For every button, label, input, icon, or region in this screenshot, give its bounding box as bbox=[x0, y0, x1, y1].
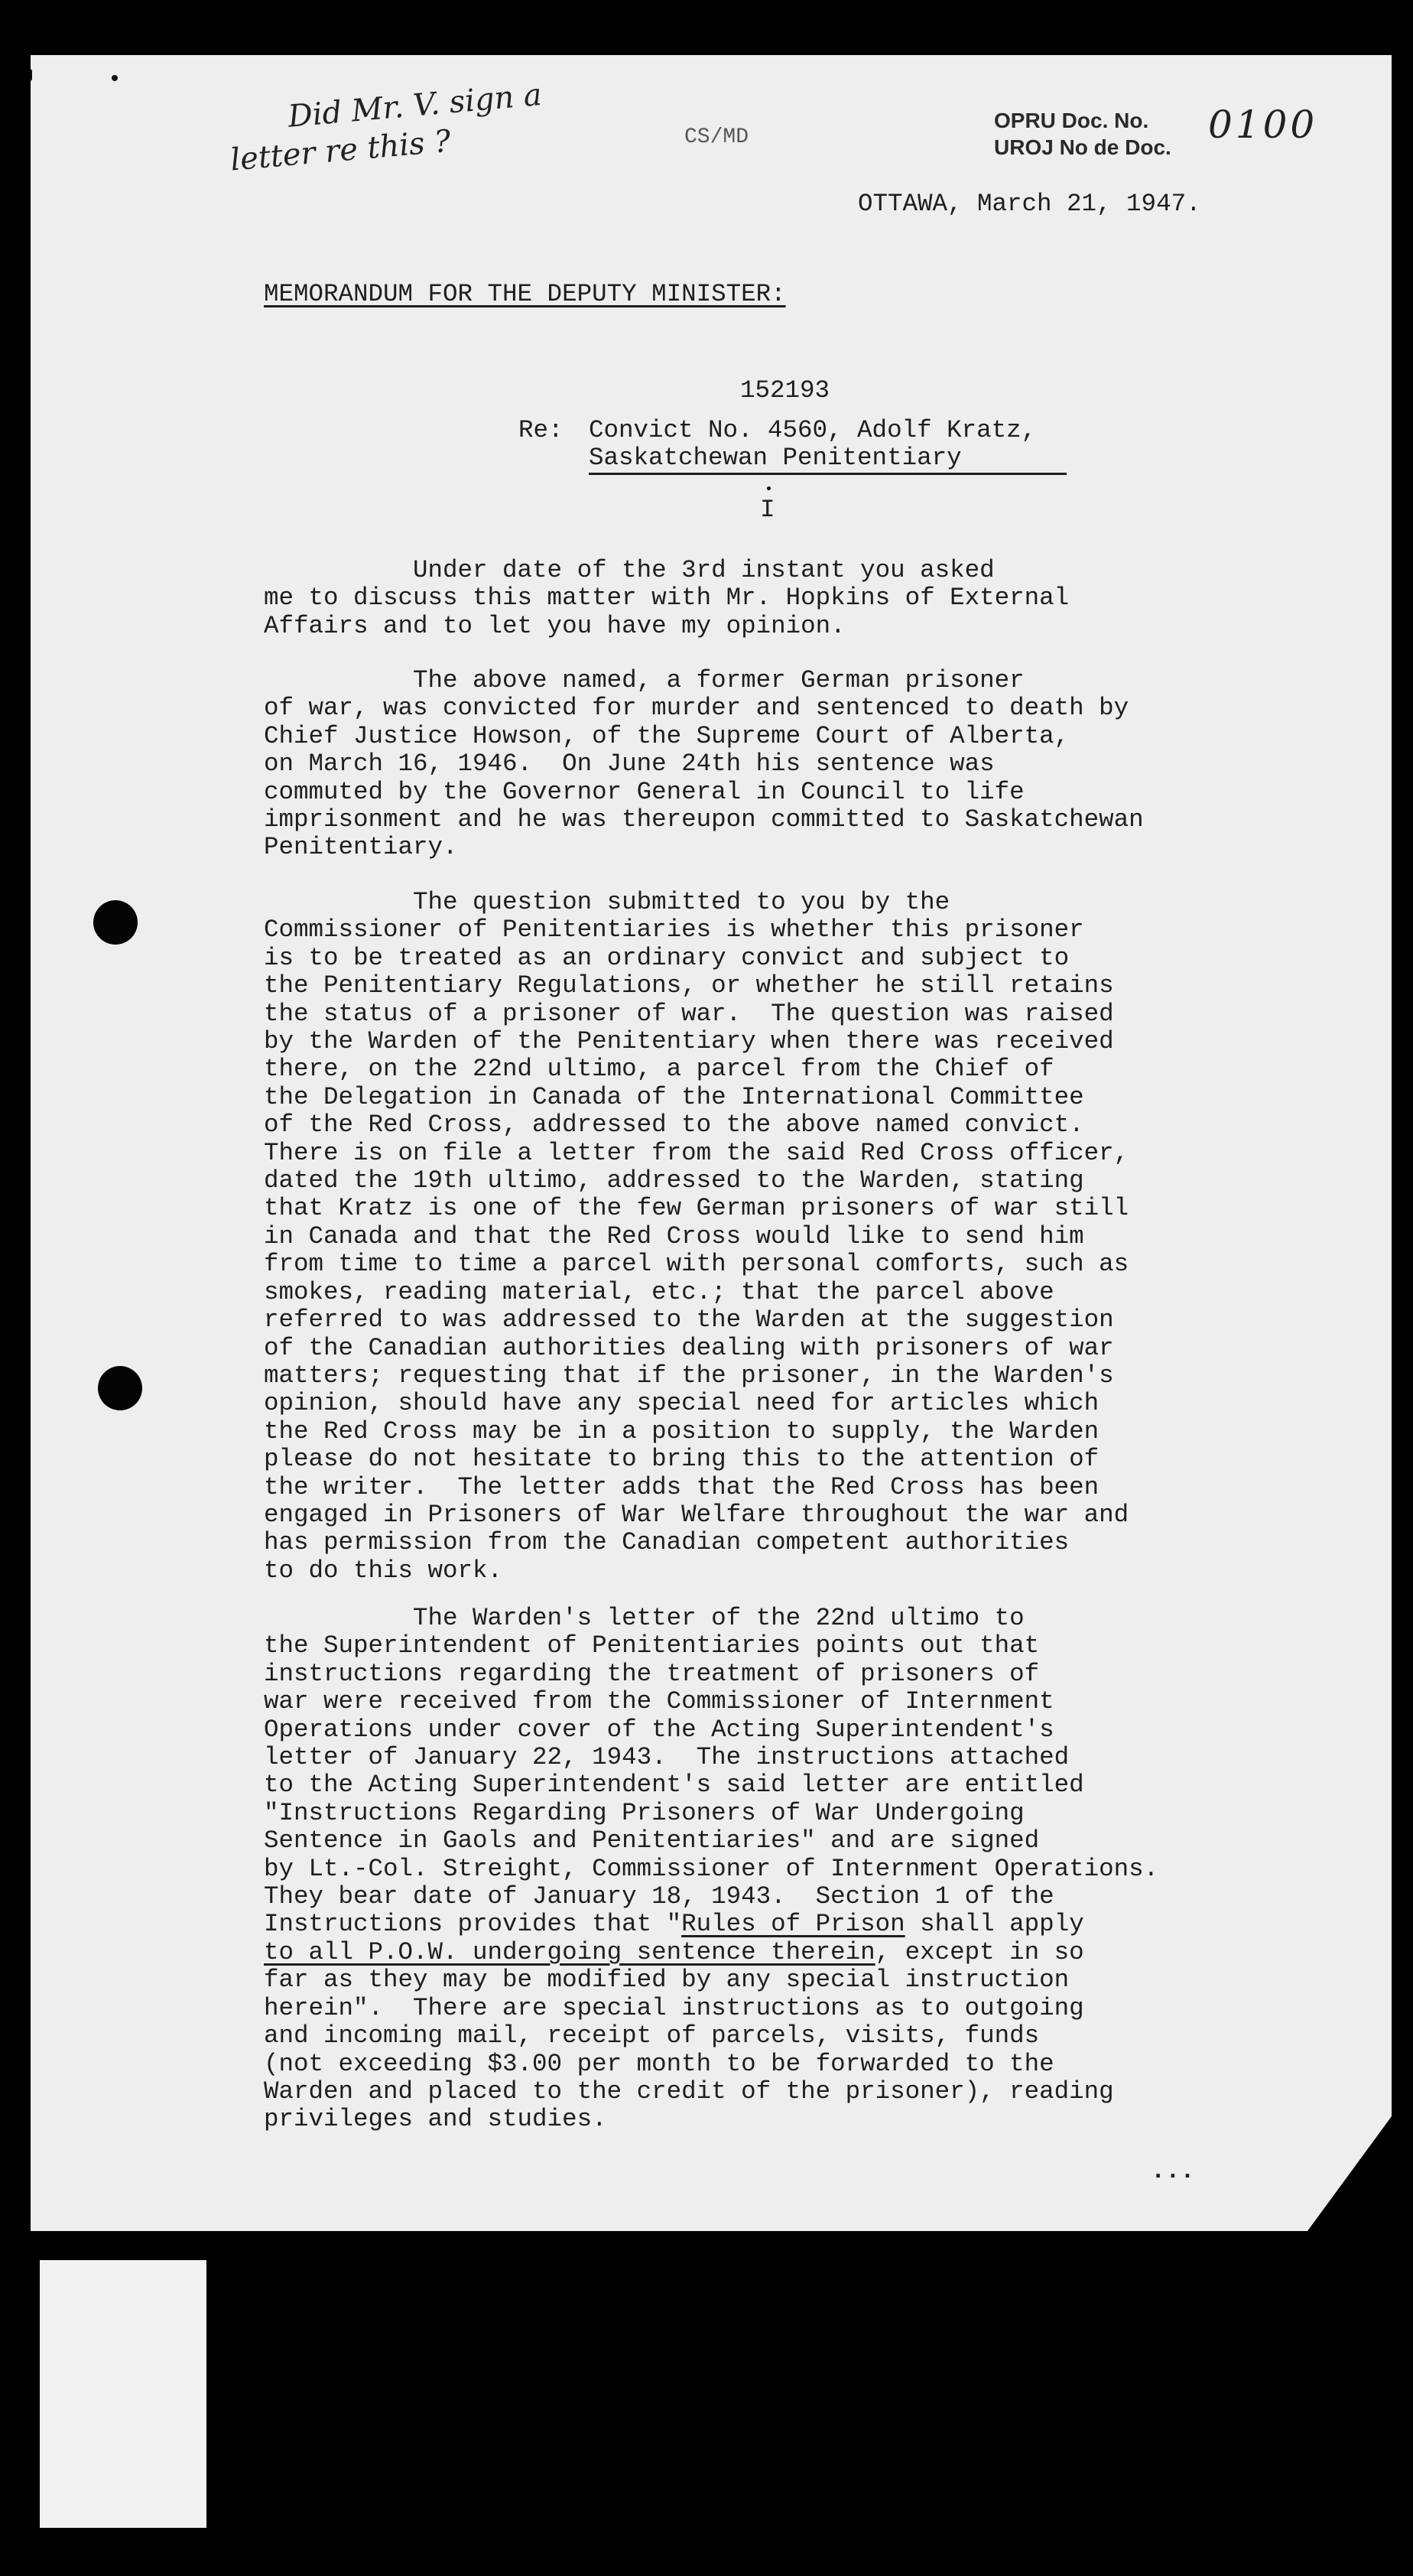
ink-mark bbox=[31, 69, 32, 81]
ink-speck bbox=[112, 75, 118, 81]
paragraph-line: in Canada and that the Red Cross would like to send him bbox=[264, 1221, 1084, 1251]
handwritten-note-line-1: Did Mr. V. sign a bbox=[286, 76, 544, 135]
section-marker: I bbox=[760, 496, 775, 524]
quoted-rule-line bbox=[264, 1911, 1158, 1938]
subject-underline bbox=[589, 473, 1067, 475]
paragraph-line: (not exceeding $3.00 per month to be forwarded to the bbox=[264, 2049, 1054, 2078]
paragraph-line: to the Acting Superintendent's said letter are entitled bbox=[264, 1771, 1084, 1800]
paragraph-2 bbox=[264, 667, 1144, 862]
handwritten-note-line-2: letter re this ? bbox=[229, 123, 453, 178]
blank-label-card bbox=[40, 2260, 206, 2528]
paragraph-line: referred to was addressed to the Warden at the suggestion bbox=[264, 1306, 1114, 1335]
stamp-code: CS/MD bbox=[684, 125, 749, 149]
paragraph-line: imprisonment and he was thereupon committed to Saskatchewan bbox=[264, 805, 1144, 834]
paragraph-line: war were received from the Commissioner of Internment bbox=[264, 1687, 1054, 1716]
handwritten-doc-number: 0100 bbox=[1208, 102, 1318, 147]
folded-corner bbox=[1307, 2116, 1392, 2231]
paragraph-line: privileges and studies. bbox=[264, 2105, 607, 2134]
paragraph-4 bbox=[264, 1605, 1158, 2134]
paragraph-line: herein". There are special instructions as to outgoing bbox=[264, 1993, 1084, 2022]
section-dot bbox=[767, 486, 771, 490]
stamp-line-1: OPRU Doc. No. bbox=[994, 109, 1149, 132]
paragraph-line: letter of January 22, 1943. The instructions attached bbox=[264, 1743, 1070, 1772]
paragraph-line: the writer. The letter adds that the Red Cross has been bbox=[264, 1472, 1100, 1501]
paragraph-line: instructions regarding the treatment of prisoners of bbox=[264, 1659, 1040, 1688]
stamp-line-2: UROJ No de Doc. bbox=[994, 135, 1171, 159]
paragraph-line: the Penitentiary Regulations, or whether he still retains bbox=[264, 971, 1114, 1000]
paragraph-line: from time to time a parcel with personal comforts, such as bbox=[264, 1250, 1129, 1279]
handwritten-note bbox=[229, 76, 547, 178]
paragraph-line: engaged in Prisoners of War Welfare throughout the war and bbox=[264, 1500, 1129, 1529]
continuation-mark: ... bbox=[1151, 2157, 1195, 2185]
paragraph-line: They bear date of January 18, 1943. Section 1 of the bbox=[264, 1882, 1054, 1911]
document-number-stamp bbox=[994, 107, 1171, 161]
paragraph-line: opinion, should have any special need for articles which bbox=[264, 1389, 1100, 1418]
paragraph-line: please do not hesitate to bring this to the attention of bbox=[264, 1445, 1100, 1474]
paragraph-line: has permission from the Canadian competent authorities bbox=[264, 1528, 1070, 1557]
paragraph-line: of the Red Cross, addressed to the above named convict. bbox=[264, 1111, 1084, 1140]
paragraph-line: on March 16, 1946. On June 24th his sentence was bbox=[264, 750, 995, 779]
paragraph-line: smokes, reading material, etc.; that the parcel above bbox=[264, 1277, 1054, 1306]
subject-line-2: Saskatchewan Penitentiary bbox=[589, 444, 962, 472]
paragraph-line: by Lt.-Col. Streight, Commissioner of Internment Operations. bbox=[264, 1854, 1159, 1883]
punch-hole-lower bbox=[98, 1366, 142, 1410]
paragraph-line: Warden and placed to the credit of the prisoner), reading bbox=[264, 2077, 1114, 2106]
paragraph-line: Commissioner of Penitentiaries is whether this prisoner bbox=[264, 916, 1084, 945]
paragraph-line: There is on file a letter from the said Red Cross officer, bbox=[264, 1138, 1129, 1167]
paragraph-line: "Instructions Regarding Prisoners of War Undergoing bbox=[264, 1798, 1025, 1827]
paragraph-line: that Kratz is one of the few German prisoners of war still bbox=[264, 1194, 1129, 1223]
paragraph-line: commuted by the Governor General in Council to life bbox=[264, 777, 1025, 806]
paragraph-line: Under date of the 3rd instant you asked bbox=[264, 556, 995, 584]
paragraph-line: the Superintendent of Penitentiaries points out that bbox=[264, 1631, 1040, 1660]
quote-prefix: Instructions provides that " bbox=[264, 1910, 682, 1939]
paragraph-line: matters; requesting that if the prisoner, in the Warden's bbox=[264, 1361, 1114, 1390]
paragraph-line: is to be treated as an ordinary convict and subject to bbox=[264, 943, 1070, 972]
paragraph-line: and incoming mail, receipt of parcels, visits, funds bbox=[264, 2021, 1040, 2051]
file-number: 152193 bbox=[740, 376, 830, 405]
paragraph-line: by the Warden of the Penitentiary when there was received bbox=[264, 1027, 1114, 1056]
paragraph-line: Operations under cover of the Acting Superintendent's bbox=[264, 1715, 1054, 1744]
document-page bbox=[31, 55, 1392, 2231]
paragraph-line: there, on the 22nd ultimo, a parcel from the Chief of bbox=[264, 1055, 1054, 1084]
paragraph-line: The above named, a former German prisoner bbox=[264, 666, 1025, 694]
paragraph-line: dated the 19th ultimo, addressed to the Warden, stating bbox=[264, 1166, 1084, 1195]
paragraph-1 bbox=[264, 557, 1069, 640]
paragraph-line: the status of a prisoner of war. The question was raised bbox=[264, 999, 1114, 1028]
paragraph-line: Sentence in Gaols and Penitentiaries" and are signed bbox=[264, 1826, 1040, 1856]
punch-hole-upper bbox=[93, 900, 138, 945]
paragraph-line: of war, was convicted for murder and sentenced to death by bbox=[264, 694, 1129, 723]
quote-suffix: shall apply bbox=[905, 1910, 1084, 1939]
paragraph-line: the Delegation in Canada of the International Committee bbox=[264, 1082, 1084, 1111]
paragraph-line: Chief Justice Howson, of the Supreme Court of Alberta, bbox=[264, 721, 1070, 750]
paragraph-line: Penitentiary. bbox=[264, 833, 458, 862]
paragraph-line: Affairs and to let you have my opinion. bbox=[264, 611, 846, 640]
paragraph-line: The Warden's letter of the 22nd ultimo to bbox=[264, 1604, 1025, 1632]
subject-line-1: Convict No. 4560, Adolf Kratz, bbox=[589, 416, 1037, 444]
paragraph-3 bbox=[264, 889, 1129, 1585]
quoted-rule-line-2 bbox=[264, 1939, 1158, 1966]
quote-underlined-text-2: to all P.O.W. undergoing sentence therein bbox=[264, 1937, 875, 1966]
subject-prefix: Re: bbox=[518, 416, 564, 444]
paragraph-line: of the Canadian authorities dealing with prisoners of war bbox=[264, 1333, 1114, 1362]
paragraph-line: me to discuss this matter with Mr. Hopkins of External bbox=[264, 584, 1070, 613]
paragraph-line: to do this work. bbox=[264, 1556, 503, 1585]
memo-heading: MEMORANDUM FOR THE DEPUTY MINISTER: bbox=[264, 280, 786, 308]
paragraph-line: The question submitted to you by the bbox=[264, 888, 950, 916]
place-date: OTTAWA, March 21, 1947. bbox=[858, 190, 1201, 218]
quote-suffix-2: , except in so bbox=[875, 1937, 1084, 1966]
paragraph-line: far as they may be modified by any special instruction bbox=[264, 1966, 1070, 1995]
quote-underlined-text: Rules of Prison bbox=[681, 1910, 905, 1939]
paragraph-line: the Red Cross may be in a position to supply, the Warden bbox=[264, 1416, 1100, 1446]
